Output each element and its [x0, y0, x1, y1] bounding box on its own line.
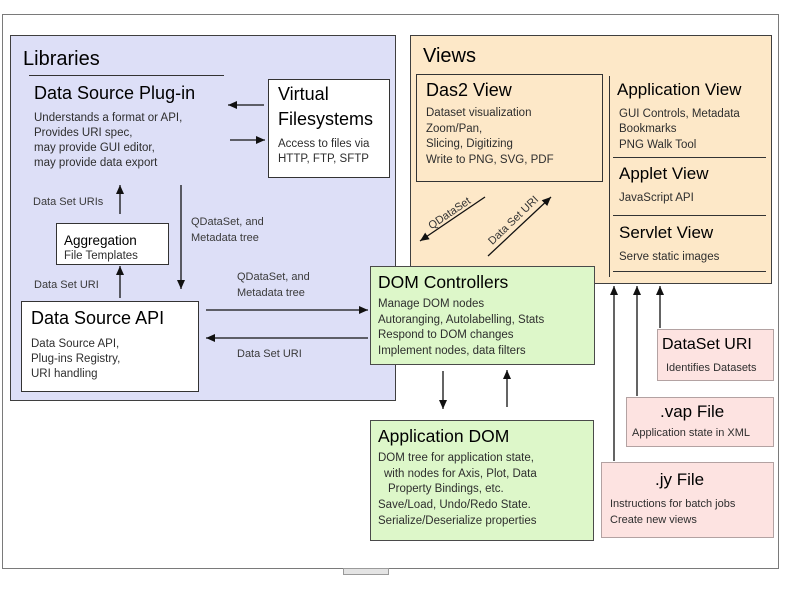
vfs-box [268, 79, 390, 178]
aggregation-title: Aggregation [64, 233, 137, 248]
application-dom-line: Save/Load, Undo/Redo State. [378, 499, 531, 512]
dom-to-api-label: Data Set URI [237, 348, 302, 360]
plugin-line: may provide GUI editor, [34, 142, 155, 154]
das2-line: Slicing, Digitizing [426, 138, 513, 151]
flow-label-line: QDataSet, and [191, 216, 264, 228]
vap-file-box [626, 397, 774, 447]
plugin-line: Understands a format or API, [34, 112, 183, 124]
api-line: Data Source API, [31, 338, 120, 350]
plugin-title: Data Source Plug-in [34, 83, 196, 103]
jy-file-box [601, 462, 774, 538]
vfs-title-line: Virtual [278, 84, 329, 104]
qdataset-metadata-label [191, 214, 264, 246]
api-to-dom-label [237, 269, 310, 301]
plugin-description [34, 111, 182, 171]
data-source-api-box [21, 301, 199, 392]
scrollbar-thumb[interactable] [343, 568, 389, 575]
vfs-line: HTTP, FTP, SFTP [278, 153, 369, 165]
application-dom-line: Serialize/Deserialize properties [378, 514, 537, 527]
servlet-view-title: Servlet View [619, 223, 714, 242]
application-dom-title: Application DOM [378, 426, 510, 446]
qdataset-diagonal-label: QDataSet [426, 195, 474, 233]
application-view-line: GUI Controls, Metadata [619, 108, 740, 120]
flow-label-line: QDataSet, and [237, 271, 310, 283]
api-line: Plug-ins Registry, [31, 353, 121, 365]
api-title: Data Source API [31, 308, 165, 328]
vap-file-title: .vap File [660, 402, 725, 421]
application-dom-box [370, 420, 594, 541]
das2-view-title: Das2 View [426, 80, 512, 100]
dom-controllers-line: Autoranging, Autolabelling, Stats [378, 313, 545, 326]
views-title: Views [423, 45, 476, 67]
plugin-line: may provide data export [34, 157, 158, 169]
application-dom-line: Property Bindings, etc. [388, 483, 504, 496]
dom-controllers-description [378, 297, 544, 360]
view-separator [613, 271, 766, 272]
das2-view-box [416, 74, 603, 182]
dom-controllers-line: Manage DOM nodes [378, 298, 485, 310]
aggregation-line: File Templates [64, 250, 138, 262]
vfs-title [278, 82, 373, 132]
das2-line: Dataset visualization [426, 107, 532, 119]
dom-controllers-box [370, 266, 595, 365]
jy-file-line: Instructions for batch jobs [610, 498, 736, 510]
flow-label-line: Metadata tree [191, 232, 259, 244]
vfs-line: Access to files via [278, 138, 370, 150]
dom-controllers-line: Implement nodes, data filters [378, 345, 526, 358]
application-view-description [619, 107, 740, 153]
view-separator [613, 215, 766, 216]
dom-controllers-title: DOM Controllers [378, 272, 509, 292]
api-line: URI handling [31, 368, 98, 380]
flow-label-line: Metadata tree [237, 287, 305, 299]
application-view-line: PNG Walk Tool [619, 138, 697, 151]
vfs-description [278, 137, 369, 167]
jy-file-line: Create new views [610, 514, 697, 526]
vfs-title-line: Filesystems [278, 109, 374, 129]
application-dom-description [378, 451, 537, 530]
plugin-line: Provides URI spec, [34, 127, 133, 139]
libraries-group [10, 35, 396, 401]
applet-view-title: Applet View [619, 164, 709, 183]
dataset-uri-title: DataSet URI [662, 336, 752, 353]
view-column-divider [609, 76, 610, 277]
data-set-uri-diagonal-label: Data Set URI [486, 193, 542, 248]
data-set-uris-label: Data Set URIs [33, 196, 104, 208]
data-set-uri-label: Data Set URI [34, 279, 99, 291]
das2-line: Zoom/Pan, [426, 122, 483, 135]
jy-file-description [610, 496, 735, 528]
dataset-uri-line: Identifies Datasets [666, 362, 757, 374]
jy-file-title: .jy File [655, 470, 705, 489]
views-group [410, 35, 772, 284]
vap-file-line: Application state in XML [632, 427, 751, 439]
libraries-title: Libraries [23, 48, 100, 70]
dom-controllers-line: Respond to DOM changes [378, 329, 514, 342]
application-dom-line: with nodes for Axis, Plot, Data [384, 467, 537, 480]
view-separator [613, 157, 766, 158]
applet-view-line: JavaScript API [619, 192, 694, 204]
servlet-view-line: Serve static images [619, 251, 720, 263]
application-view-title: Application View [617, 80, 742, 99]
aggregation-box [56, 223, 169, 265]
plugin-top-rule [29, 75, 224, 76]
api-description [31, 337, 120, 382]
application-view-line: Bookmarks [619, 123, 677, 136]
das2-view-description [426, 106, 554, 168]
das2-line: Write to PNG, SVG, PDF [426, 153, 554, 166]
dataset-uri-box [657, 329, 774, 381]
application-dom-line: DOM tree for application state, [378, 452, 534, 464]
